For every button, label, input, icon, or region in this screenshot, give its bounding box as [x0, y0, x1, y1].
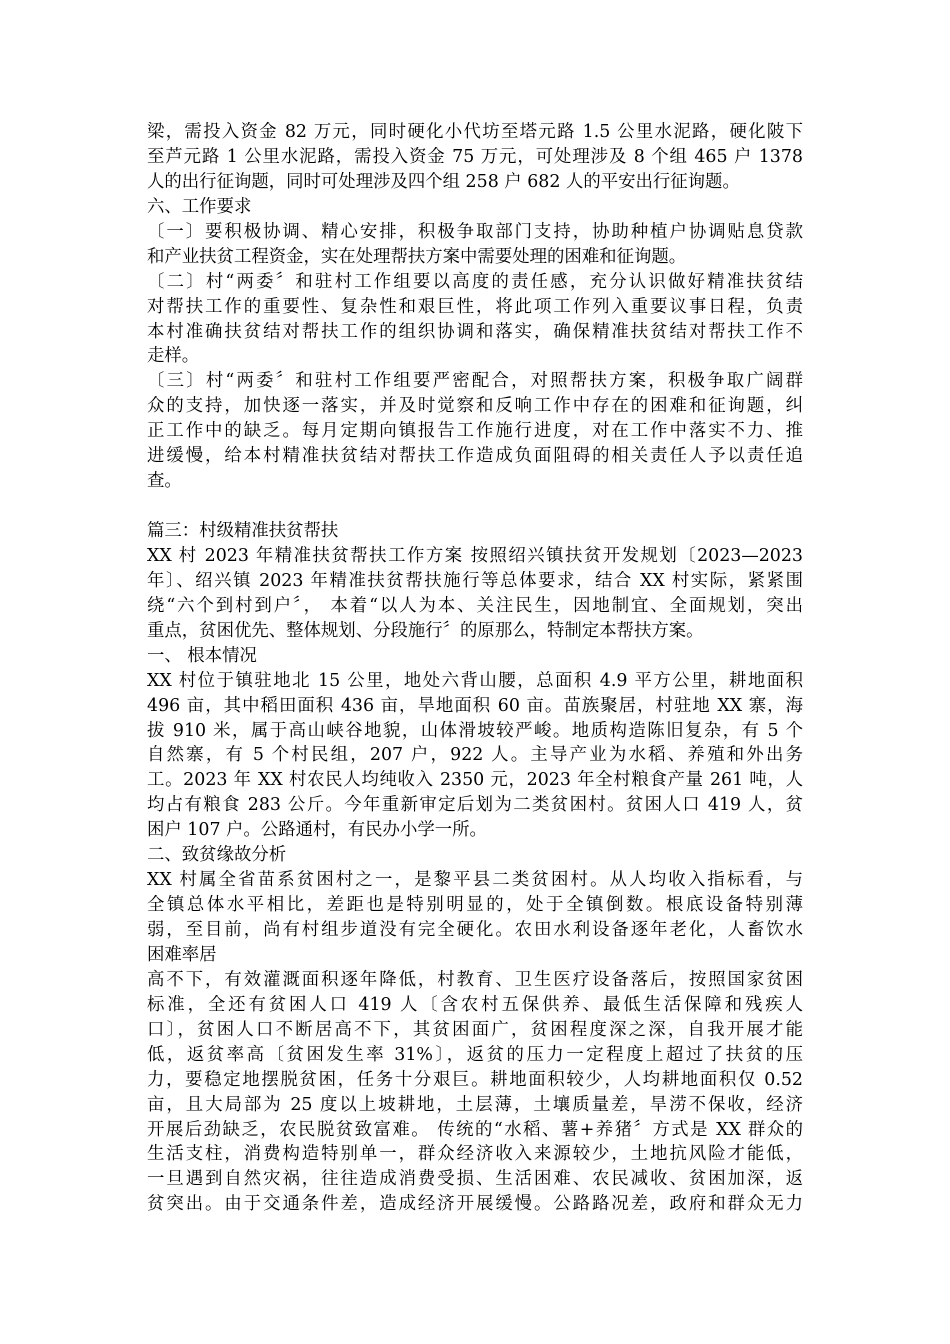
text-line: XX 村 2023 年精准扶贫帮扶工作方案 按照绍兴镇扶贫开发规划〔2023—2023 — [147, 545, 803, 566]
text-line: 六、工作要求 — [147, 196, 252, 217]
text-line: 困难率居 — [147, 944, 217, 965]
text-line: 走样。 — [147, 346, 200, 367]
text-line: XX 村属全省苗系贫困村之一，是黎平县二类贫困村。从人均收入指标看，与 — [147, 870, 803, 891]
text-line: 低，返贫率高〔贫困发生率 31%〕，返贫的压力一定程度上超过了扶贫的压 — [147, 1044, 803, 1065]
text-line: 一旦遇到自然灾祸，往往造成消费受损、生活困难、农民减收、贫困加深，返 — [147, 1169, 803, 1190]
text-line: 拔 910 米，属于高山峡谷地貌，山体滑坡较严峻。地质构造陈旧复杂，有 5 个 — [147, 720, 803, 741]
text-line: 全镇总体水平相比，差距也是特别明显的，处于全镇倒数。根底设备特别薄 — [147, 895, 803, 916]
document-page — [147, 120, 803, 1217]
text-line: 自然寨，有 5 个村民组，207 户，922 人。主导产业为水稻、养殖和外出务 — [147, 745, 803, 766]
text-line: 重点，贫困优先、整体规划、分段施行〞的原那么，特制定本帮扶方案。 — [147, 620, 704, 641]
text-line: 困户 107 户。公路通村，有民办小学一所。 — [147, 820, 487, 841]
text-line: 查。 — [147, 471, 182, 492]
text-line: 年〕、绍兴镇 2023 年精准扶贫帮扶施行等总体要求，结合 XX 村实际，紧紧围 — [147, 570, 803, 591]
text-line: 开展后劲缺乏，农民脱贫致富难。 传统的“水稻、薯+养猪〞方式是 XX 群众的 — [147, 1119, 803, 1140]
text-line: 均占有粮食 283 公斤。今年重新审定后划为二类贫困村。贫困人口 419 人，贫 — [147, 795, 803, 816]
text-line: 口〕，贫困人口不断居高不下，其贫困面广，贫困程度深之深，自我开展才能 — [147, 1019, 803, 1040]
text-line: 〔二〕村“两委〞和驻村工作组要以高度的责任感，充分认识做好精准扶贫结 — [147, 271, 803, 292]
text-line: 至芦元路 1 公里水泥路，需投入资金 75 万元，可处理涉及 8 个组 465 户 1378 — [147, 146, 803, 167]
text-line: 高不下，有效灌溉面积逐年降低，村教育、卫生医疗设备落后，按照国家贫困 — [147, 969, 803, 990]
text-line: 人的出行征询题，同时可处理涉及四个组 258 户 682 人的平安出行征询题。 — [147, 171, 740, 192]
text-line: 众的支持，加快逐一落实，并及时觉察和反响工作中存在的困难和征询题，纠 — [147, 396, 803, 417]
text-line: 力，要稳定地摆脱贫困，任务十分艰巨。耕地面积较少，人均耕地面积仅 0.52 — [147, 1069, 803, 1090]
text-line: 篇三：村级精准扶贫帮扶 — [147, 521, 339, 541]
text-line: 本村准确扶贫结对帮扶工作的组织协调和落实，确保精准扶贫结对帮扶工作不 — [147, 321, 803, 342]
text-line: 二、致贫缘故分析 — [147, 845, 287, 866]
text-line: 进缓慢，给本村精准扶贫结对帮扶工作造成负面阻碍的相关责任人予以责任追 — [147, 446, 803, 467]
text-line: 〔一〕要积极协调、精心安排，积极争取部门支持，协助种植户协调贴息贷款 — [147, 221, 803, 242]
text-line: 和产业扶贫工程资金，实在处理帮扶方案中需要处理的困难和征询题。 — [147, 246, 687, 267]
text-line: 绕“六个到村到户〞， 本着“以人为本、关注民生，因地制宜、全面规划，突出 — [147, 595, 803, 616]
text-line: 正工作中的缺乏。每月定期向镇报告工作施行进度，对在工作中落实不力、推 — [147, 421, 803, 442]
text-line: 亩，且大局部为 25 度以上坡耕地，土层薄，土壤质量差，旱涝不保收，经济 — [147, 1094, 803, 1115]
text-line: 生活支柱，消费构造特别单一，群众经济收入来源较少，土地抗风险才能低， — [147, 1144, 803, 1165]
text-line: XX 村位于镇驻地北 15 公里，地处六背山腰，总面积 4.9 平方公里，耕地面积 — [147, 670, 803, 691]
text-line: 对帮扶工作的重要性、复杂性和艰巨性，将此项工作列入重要议事日程，负责 — [147, 296, 803, 317]
text-line: 〔三〕村“两委〞和驻村工作组要严密配合，对照帮扶方案，积极争取广阔群 — [147, 371, 803, 392]
text-line: 标准，全还有贫困人口 419 人〔含农村五保供养、最低生活保障和残疾人 — [147, 994, 803, 1015]
text-line: 梁，需投入资金 82 万元，同时硬化小代坊至塔元路 1.5 公里水泥路，硬化陂下 — [147, 122, 803, 142]
text-line: 贫突出。由于交通条件差，造成经济开展缓慢。公路路况差，政府和群众无力 — [147, 1194, 803, 1215]
text-line: 496 亩，其中稻田面积 436 亩，旱地面积 60 亩。苗族聚居，村驻地 XX 寨，海 — [147, 695, 803, 716]
text-line: 弱，至目前，尚有村组步道没有完全硬化。农田水利设备逐年老化，人畜饮水 — [147, 920, 803, 940]
blank-line — [147, 494, 803, 519]
text-line: 一、 根本情况 — [147, 645, 257, 666]
text-line: 工。2023 年 XX 村农民人均纯收入 2350 元，2023 年全村粮食产量 261 吨，人 — [147, 770, 803, 791]
